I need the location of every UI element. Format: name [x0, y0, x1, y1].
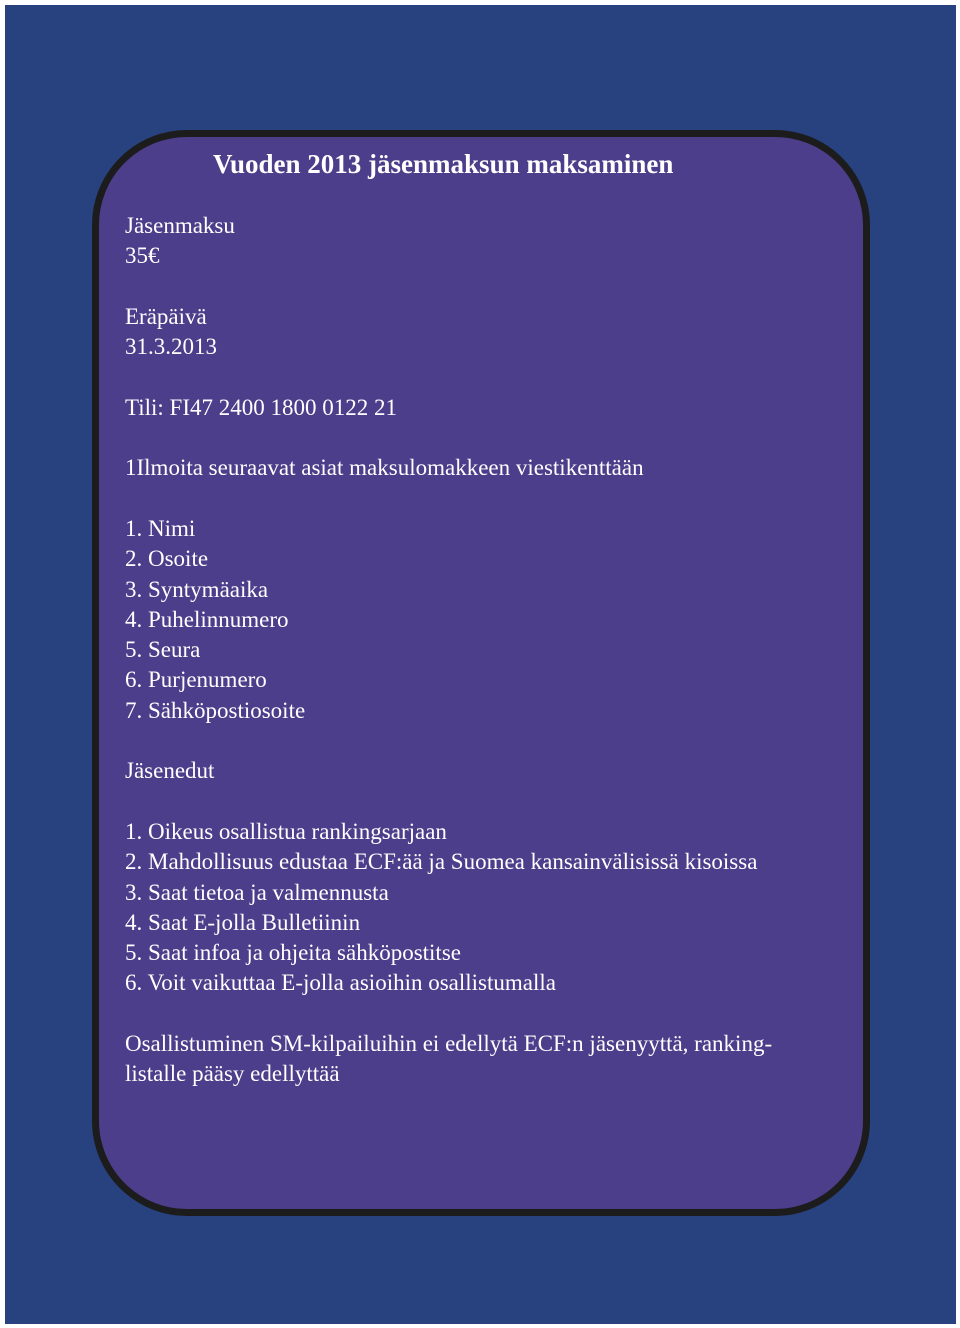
- footer-note-line-2: listalle pääsy edellyttää: [125, 1061, 340, 1087]
- list-item: 1. Oikeus osallistua rankingsarjaan: [125, 818, 447, 844]
- list-item: 4. Saat E-jolla Bulletiinin: [125, 909, 361, 935]
- info-card: [92, 130, 870, 1216]
- account-number: Tili: FI47 2400 1800 0122 21: [125, 394, 398, 420]
- due-date-value: 31.3.2013: [125, 334, 217, 360]
- card-content: [125, 211, 843, 1090]
- page-title: Vuoden 2013 jäsenmaksun maksaminen: [213, 149, 674, 179]
- footer-note-line-1: Osallistuminen SM-kilpailuihin ei edellytä ECF:n jäsenyyttä, ranking-: [125, 1031, 773, 1057]
- list-item: 4. Puhelinnumero: [125, 606, 289, 632]
- required-fields-list: [125, 514, 843, 726]
- list-item: 6. Purjenumero: [125, 667, 267, 693]
- list-item: 2. Mahdollisuus edustaa ECF:ää ja Suomea kansainvälisissä kisoissa: [125, 849, 758, 875]
- list-item: 1. Nimi: [125, 515, 196, 541]
- list-item: 5. Seura: [125, 637, 201, 663]
- fee-value: 35€: [125, 243, 160, 269]
- list-item: 5. Saat infoa ja ohjeita sähköpostitse: [125, 940, 461, 966]
- benefits-heading: Jäsenedut: [125, 758, 215, 784]
- list-item: 2. Osoite: [125, 546, 209, 572]
- instructions-heading: 1Ilmoita seuraavat asiat maksulomakkeen viestikenttään: [125, 455, 644, 481]
- list-item: 3. Saat tietoa ja valmennusta: [125, 879, 389, 905]
- benefits-list: [125, 817, 843, 999]
- list-item: 3. Syntymäaika: [125, 576, 269, 602]
- list-item: 6. Voit vaikuttaa E-jolla asioihin osallistumalla: [125, 970, 556, 996]
- list-item: 7. Sähköpostiosoite: [125, 697, 306, 723]
- fee-label: Jäsenmaksu: [125, 213, 235, 238]
- due-date-label: Eräpäivä: [125, 303, 207, 329]
